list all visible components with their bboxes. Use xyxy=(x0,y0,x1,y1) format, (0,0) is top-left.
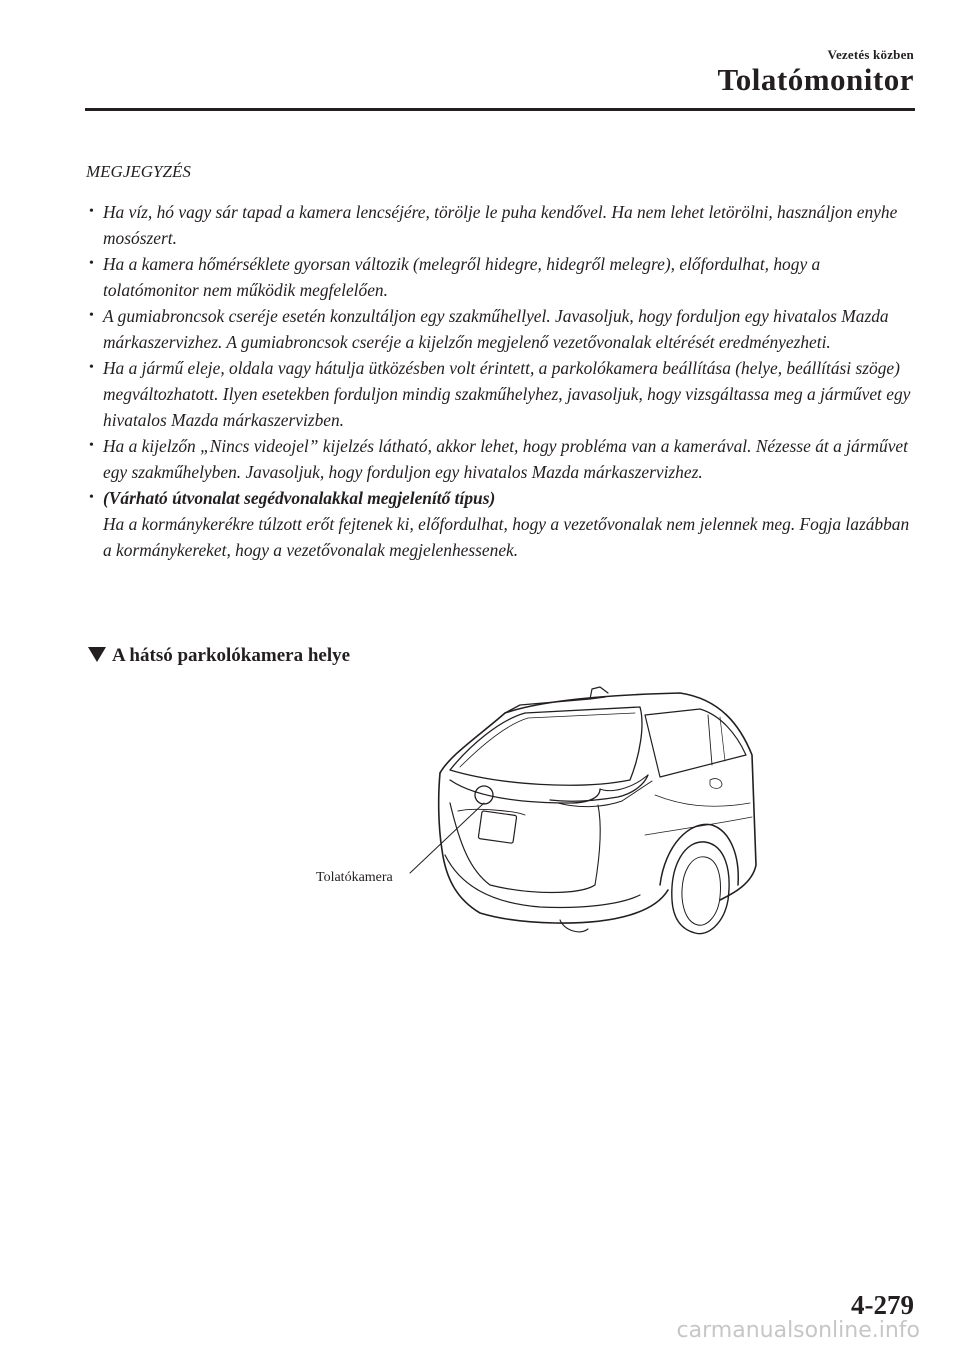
note-text: Ha a kormánykerékre túlzott erőt fejtenek ki, előfordulhat, hogy a vezetővonalak nem jelennek meg. Fogja lazábban a kormánykereket, hogy a vezetővonalak megjelenhessenek. xyxy=(103,514,910,560)
header-divider xyxy=(85,108,915,111)
note-text: Ha a kamera hőmérséklete gyorsan változik (melegről hidegre, hidegről melegre), előfordulhat, hogy a tolatómonitor nem működik megfelelően. xyxy=(103,254,821,300)
bullet-icon: • xyxy=(89,490,94,505)
note-text: Ha a kijelzőn „Nincs videojel” kijelzés látható, akkor lehet, hogy probléma van a kamerával. Nézesse át a járművet egy szakműhelyben. Javasoljuk, hogy forduljon egy hivatalos Mazda márkaszervizhez. xyxy=(103,436,908,482)
watermark: carmanualsonline.info xyxy=(676,1318,920,1343)
bullet-icon: • xyxy=(89,204,94,219)
note-item xyxy=(86,485,916,563)
page-title: Tolatómonitor xyxy=(717,62,914,97)
bullet-icon: • xyxy=(89,360,94,375)
bullet-icon: • xyxy=(89,438,94,453)
note-text: A gumiabroncsok cseréje esetén konzultáljon egy szakműhellyel. Javasoljuk, hogy forduljon egy hivatalos Mazda márkaszervizhez. A gumiabroncsok cseréje a kijelzőn megjelenő vezetővonalak eltérését eredményezheti. xyxy=(103,306,889,352)
note-item xyxy=(86,251,916,303)
note-item xyxy=(86,355,916,433)
bullet-icon: • xyxy=(89,308,94,323)
section-heading-text: A hátsó parkolókamera helye xyxy=(112,645,351,666)
camera-callout-label: Tolatókamera xyxy=(316,870,393,885)
rear-camera-illustration xyxy=(300,685,760,955)
note-type-label: (Várható útvonalat segédvonalakkal megjelenítő típus) xyxy=(103,488,496,508)
triangle-marker-icon xyxy=(88,647,106,662)
note-item xyxy=(86,199,916,251)
note-heading: MEGJEGYZÉS xyxy=(86,162,191,181)
note-list xyxy=(86,199,916,563)
page-number: 4-279 xyxy=(851,1290,914,1320)
note-text: Ha víz, hó vagy sár tapad a kamera lencséjére, törölje le puha kendővel. Ha nem lehet letörölni, használjon enyhe mosószert. xyxy=(103,202,898,248)
section-heading xyxy=(88,645,350,667)
note-item xyxy=(86,303,916,355)
chapter-name: Vezetés közben xyxy=(827,47,914,62)
note-item xyxy=(86,433,916,485)
note-text: Ha a jármű eleje, oldala vagy hátulja ütközésben volt érintett, a parkolókamera beállítása (helye, beállítási szöge) megváltozhatott. Ilyen esetekben forduljon mindig szakműhelyhez, javasoljuk, hogy vizsgáltassa meg a járművet egy hivatalos Mazda márkaszervizben. xyxy=(103,358,911,430)
bullet-icon: • xyxy=(89,256,94,271)
